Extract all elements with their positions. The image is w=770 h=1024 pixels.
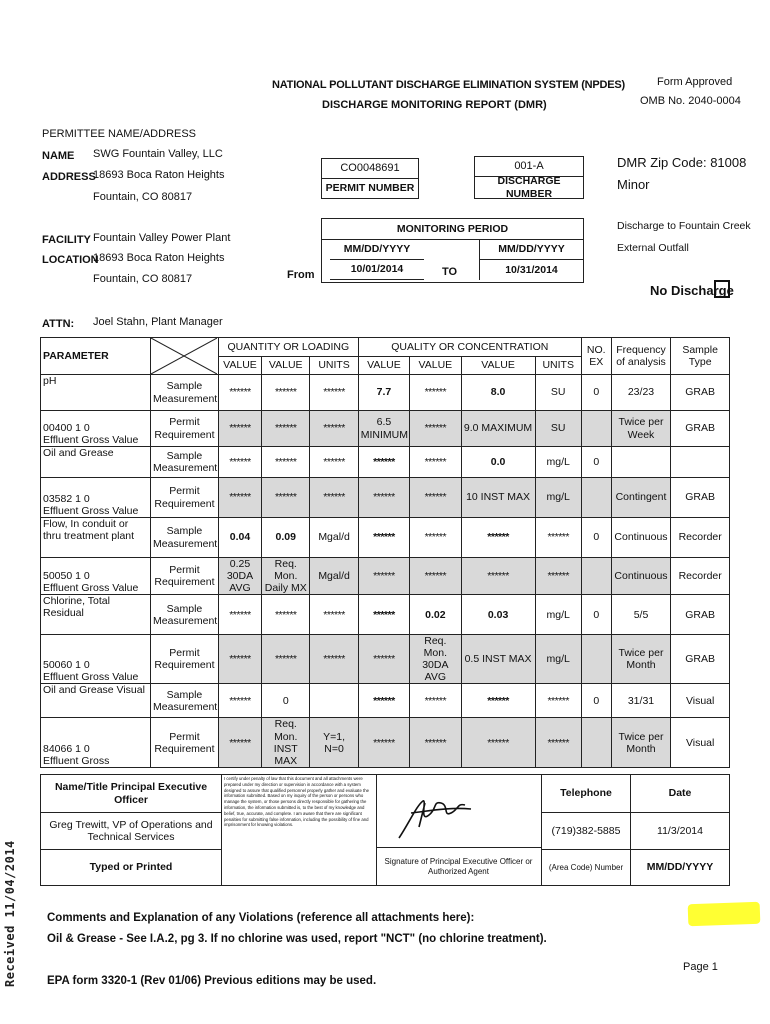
sample-measurement-row xyxy=(41,447,730,478)
sample-measurement-label: Sample Measurement xyxy=(151,375,219,411)
permit-requirement-row xyxy=(41,635,730,684)
parameter-name-cont: Residual xyxy=(43,607,84,620)
value-cell[interactable]: SU xyxy=(535,375,581,411)
value-cell xyxy=(581,718,611,767)
value-cell: ****** xyxy=(310,411,358,447)
value-cell: ****** xyxy=(218,478,261,518)
qty-value-header-2: VALUE xyxy=(262,356,310,375)
value-cell: Recorder xyxy=(671,518,730,558)
value-cell: 5/5 xyxy=(611,595,671,635)
typed-printed-label: Typed or Printed xyxy=(41,850,222,885)
parameter-cell xyxy=(41,684,151,718)
value-cell[interactable]: ****** xyxy=(310,447,358,478)
sample-measurement-label: Sample Measurement xyxy=(151,518,219,558)
value-cell: Contingent xyxy=(611,478,671,518)
value-cell[interactable]: mg/L xyxy=(535,447,581,478)
value-cell[interactable]: ****** xyxy=(262,595,310,635)
value-cell: ****** xyxy=(410,558,461,595)
parameter-cell xyxy=(41,411,151,447)
parameter-location: Effluent Gross Value xyxy=(43,504,139,517)
value-cell[interactable]: ****** xyxy=(218,684,261,718)
value-cell: Req. Mon. Daily MX xyxy=(262,558,310,595)
telephone-value: (719)382-5885 xyxy=(542,813,631,850)
cross-lines-icon xyxy=(151,338,217,374)
value-cell[interactable]: mg/L xyxy=(535,595,581,635)
value-cell: 31/31 xyxy=(611,684,671,718)
value-cell[interactable]: ****** xyxy=(310,375,358,411)
monitoring-period-label: MONITORING PERIOD xyxy=(322,219,583,240)
signature-scribble xyxy=(389,793,479,843)
value-cell: ****** xyxy=(461,558,535,595)
period-from-date: 10/01/2014 xyxy=(330,260,424,280)
value-cell[interactable]: ****** xyxy=(410,447,461,478)
value-cell xyxy=(611,447,671,478)
dmr-table xyxy=(40,337,730,768)
parameter-cell xyxy=(41,635,151,684)
sample-measurement-label: Sample Measurement xyxy=(151,595,219,635)
qual-value-header-2: VALUE xyxy=(410,356,461,375)
value-cell[interactable]: ****** xyxy=(218,447,261,478)
report-title-line1: NATIONAL POLLUTANT DISCHARGE ELIMINATION SYSTEM (NPDES) xyxy=(272,79,626,91)
facility-class: Minor xyxy=(617,177,650,192)
value-cell[interactable]: 0.02 xyxy=(410,595,461,635)
parameter-location: Effluent Gross Value xyxy=(43,582,139,595)
discharge-number-label: DISCHARGE NUMBER xyxy=(497,175,561,200)
value-cell[interactable]: ****** xyxy=(461,518,535,558)
parameter-location: Effluent Gross Value xyxy=(43,671,139,684)
value-cell[interactable]: 7.7 xyxy=(358,375,409,411)
discharge-number-box xyxy=(474,156,584,199)
value-cell: ****** xyxy=(218,635,261,684)
value-cell[interactable] xyxy=(310,684,358,718)
permit-requirement-row xyxy=(41,558,730,595)
facility-label: FACILITY xyxy=(42,234,91,246)
value-cell[interactable]: 0.03 xyxy=(461,595,535,635)
value-cell[interactable]: ****** xyxy=(358,518,409,558)
to-format: MM/DD/YYYY xyxy=(479,240,583,260)
permit-requirement-row xyxy=(41,411,730,447)
parameter-cell xyxy=(41,718,151,767)
permit-requirement-label: Permit Requirement xyxy=(151,718,219,767)
value-cell xyxy=(581,478,611,518)
qual-units-header: UNITS xyxy=(535,356,581,375)
location-line2: Fountain, CO 80817 xyxy=(93,273,193,285)
page-number: Page 1 xyxy=(683,961,718,973)
parameter-cell xyxy=(41,518,151,558)
permittee-name: SWG Fountain Valley, LLC xyxy=(93,148,223,160)
signature-label: Signature of Principal Executive Officer or Authorized Agent xyxy=(376,847,541,885)
period-to-date: 10/31/2014 xyxy=(479,260,583,280)
comments-label: Comments and Explanation of any Violations (reference all attachments here): xyxy=(47,912,475,924)
value-cell: ****** xyxy=(358,718,409,767)
value-cell[interactable]: ****** xyxy=(535,518,581,558)
permit-requirement-row xyxy=(41,718,730,767)
discharge-number: 001-A xyxy=(475,157,583,177)
value-cell: GRAB xyxy=(671,595,730,635)
value-cell: Recorder xyxy=(671,558,730,595)
value-cell[interactable]: ****** xyxy=(218,375,261,411)
value-cell: Req. Mon. INST MAX xyxy=(262,718,310,767)
attn-label: ATTN: xyxy=(42,318,75,330)
sample-measurement-label: Sample Measurement xyxy=(151,684,219,718)
value-cell: 9.0 MAXIMUM xyxy=(461,411,535,447)
value-cell: ****** xyxy=(410,718,461,767)
value-cell: ****** xyxy=(262,411,310,447)
value-cell: ****** xyxy=(358,478,409,518)
value-cell[interactable]: ****** xyxy=(358,595,409,635)
value-cell: 0.5 INST MAX xyxy=(461,635,535,684)
value-cell: mg/L xyxy=(535,478,581,518)
parameter-cell xyxy=(41,375,151,411)
value-cell: 10 INST MAX xyxy=(461,478,535,518)
value-cell xyxy=(581,558,611,595)
permit-number: CO0048691 xyxy=(322,159,418,179)
omb-number: OMB No. 2040-0004 xyxy=(640,95,741,107)
parameter-code: 50050 1 0 xyxy=(43,570,90,583)
comments-text: Oil & Grease - See I.A.2, pg 3. If no chlorine was used, report "NCT" (no chlorine treatment). xyxy=(47,933,547,945)
parameter-name: pH xyxy=(43,375,57,387)
permit-number-label: PERMIT NUMBER xyxy=(325,182,415,195)
value-cell: Visual xyxy=(671,684,730,718)
value-cell: Continuous xyxy=(611,558,671,595)
parameter-code: 03582 1 0 xyxy=(43,492,90,505)
value-cell[interactable]: 8.0 xyxy=(461,375,535,411)
value-cell xyxy=(581,411,611,447)
parameter-cell xyxy=(41,558,151,595)
sample-type-header: Sample Type xyxy=(671,338,730,375)
no-discharge-label: No Discharge xyxy=(650,283,734,298)
name-title-label: Name/Title Principal Executive Officer xyxy=(41,775,222,813)
name-label: NAME xyxy=(42,150,75,162)
value-cell: ****** xyxy=(461,718,535,767)
value-cell: Twice per Month xyxy=(611,718,671,767)
parameter-cell xyxy=(41,478,151,518)
qual-value-header-3: VALUE xyxy=(461,356,535,375)
frequency-header: Frequency of analysis xyxy=(611,338,671,375)
facility-name: Fountain Valley Power Plant xyxy=(93,232,231,244)
value-cell: ****** xyxy=(262,635,310,684)
address-label: ADDRESS xyxy=(42,171,96,183)
header-crossed-cell xyxy=(151,338,219,375)
telephone-label: Telephone xyxy=(542,775,631,813)
permit-requirement-label: Permit Requirement xyxy=(151,558,219,595)
location-label: LOCATION xyxy=(42,254,99,266)
no-ex-header: NO. EX xyxy=(581,338,611,375)
name-title-value: Greg Trewitt, VP of Operations and Technical Services xyxy=(41,813,222,850)
value-cell[interactable]: ****** xyxy=(410,684,461,718)
highlight-mark xyxy=(688,902,761,926)
value-cell: Mgal/d xyxy=(310,558,358,595)
value-cell xyxy=(671,447,730,478)
value-cell[interactable]: ****** xyxy=(218,595,261,635)
parameter-name: Oil and Grease xyxy=(43,447,114,459)
received-stamp: Received 11/04/2014 xyxy=(3,840,17,987)
value-cell: Visual xyxy=(671,718,730,767)
permit-requirement-row xyxy=(41,478,730,518)
to-label: TO xyxy=(442,266,458,278)
quality-header: QUALITY OR CONCENTRATION xyxy=(358,338,581,357)
permit-requirement-label: Permit Requirement xyxy=(151,411,219,447)
value-cell[interactable]: 0.09 xyxy=(262,518,310,558)
value-cell[interactable]: ****** xyxy=(461,684,535,718)
value-cell[interactable]: ****** xyxy=(358,684,409,718)
value-cell: ****** xyxy=(358,635,409,684)
value-cell xyxy=(581,635,611,684)
value-cell: ****** xyxy=(310,478,358,518)
value-cell: ****** xyxy=(218,718,261,767)
parameter-cell xyxy=(41,595,151,635)
parameter-code: 00400 1 0 xyxy=(43,421,90,434)
value-cell[interactable]: ****** xyxy=(358,447,409,478)
value-cell: ****** xyxy=(535,558,581,595)
address-line1: 18693 Boca Raton Heights xyxy=(93,169,225,181)
sample-measurement-row xyxy=(41,595,730,635)
value-cell[interactable]: 0 xyxy=(581,684,611,718)
parameter-name: Chlorine, Total xyxy=(43,595,110,608)
value-cell: GRAB xyxy=(671,411,730,447)
parameter-location: Effluent Gross Value xyxy=(43,433,139,446)
value-cell[interactable]: 0.04 xyxy=(218,518,261,558)
parameter-name: Flow, In conduit or xyxy=(43,518,129,530)
qual-value-header-1: VALUE xyxy=(358,356,409,375)
discharge-to: Discharge to Fountain Creek xyxy=(617,220,751,232)
permit-requirement-label: Permit Requirement xyxy=(151,478,219,518)
value-cell: GRAB xyxy=(671,635,730,684)
parameter-cell xyxy=(41,447,151,478)
value-cell: Twice per Month xyxy=(611,635,671,684)
parameter-code: 84066 1 0 xyxy=(43,742,90,755)
no-discharge-checkbox[interactable] xyxy=(714,280,730,298)
qty-value-header-1: VALUE xyxy=(218,356,261,375)
address-line2: Fountain, CO 80817 xyxy=(93,191,193,203)
value-cell: 0.25 30DA AVG xyxy=(218,558,261,595)
value-cell[interactable]: ****** xyxy=(535,684,581,718)
value-cell[interactable]: 0 xyxy=(581,447,611,478)
permit-requirement-label: Permit Requirement xyxy=(151,635,219,684)
permittee-section-label: PERMITTEE NAME/ADDRESS xyxy=(42,128,197,140)
parameter-name-cont: thru treatment plant xyxy=(43,530,135,543)
area-code-label: (Area Code) Number xyxy=(542,850,631,885)
value-cell: GRAB xyxy=(671,375,730,411)
parameter-header: PARAMETER xyxy=(41,338,151,375)
sample-measurement-row xyxy=(41,375,730,411)
date-label: Date xyxy=(631,775,729,813)
value-cell: ****** xyxy=(310,635,358,684)
signature-block xyxy=(40,774,730,886)
outfall-type: External Outfall xyxy=(617,242,689,254)
attn-name: Joel Stahn, Plant Manager xyxy=(93,316,223,328)
certification-text: I certify under penalty of law that this document and all attachments were prepared under my direction or supervision in accordance with a system designed to assure that qualified personnel properly gather and evaluate the information submitted. Based on my inquiry of the person or persons who manage the system, or those persons directly responsible for gathering the information, the information submitted is, to the best of my knowledge and belief, true, accurate, and complete. I am aware that there are significant penalties for submitting false information, including the possibility of fine and imprisonment for knowing violations. xyxy=(224,776,370,828)
from-label: From xyxy=(287,269,315,281)
value-cell: mg/L xyxy=(535,635,581,684)
value-cell[interactable]: Mgal/d xyxy=(310,518,358,558)
value-cell: Twice per Week xyxy=(611,411,671,447)
value-cell[interactable]: 0 xyxy=(262,684,310,718)
value-cell[interactable]: ****** xyxy=(262,375,310,411)
form-approved: Form Approved xyxy=(657,76,733,88)
value-cell: ****** xyxy=(218,411,261,447)
value-cell: 23/23 xyxy=(611,375,671,411)
value-cell: Y=1, N=0 xyxy=(310,718,358,767)
date-format-label: MM/DD/YYYY xyxy=(646,861,714,874)
sample-measurement-row xyxy=(41,684,730,718)
value-cell: ****** xyxy=(410,478,461,518)
value-cell[interactable]: 0.0 xyxy=(461,447,535,478)
qty-units-header: UNITS xyxy=(310,356,358,375)
value-cell: Req. Mon. 30DA AVG xyxy=(410,635,461,684)
parameter-name: Oil and Grease Visual xyxy=(43,684,145,697)
value-cell[interactable]: ****** xyxy=(410,518,461,558)
epa-form-label: EPA form 3320-1 (Rev 01/06) Previous editions may be used. xyxy=(47,975,377,987)
value-cell[interactable]: ****** xyxy=(310,595,358,635)
location-line1: 18693 Boca Raton Heights xyxy=(93,252,225,264)
value-cell[interactable]: ****** xyxy=(410,375,461,411)
value-cell: ****** xyxy=(262,478,310,518)
from-format: MM/DD/YYYY xyxy=(330,240,424,260)
sample-measurement-label: Sample Measurement xyxy=(151,447,219,478)
permit-number-box xyxy=(321,158,419,199)
date-value: 11/3/2014 xyxy=(631,813,729,850)
value-cell: ****** xyxy=(535,718,581,767)
value-cell[interactable]: ****** xyxy=(262,447,310,478)
value-cell[interactable]: 0 xyxy=(581,595,611,635)
value-cell: Continuous xyxy=(611,518,671,558)
parameter-code: 50060 1 0 xyxy=(43,659,90,672)
value-cell[interactable]: 0 xyxy=(581,518,611,558)
dmr-zip-code: DMR Zip Code: 81008 xyxy=(617,155,747,170)
value-cell: GRAB xyxy=(671,478,730,518)
sample-measurement-row xyxy=(41,518,730,558)
value-cell: SU xyxy=(535,411,581,447)
value-cell[interactable]: 0 xyxy=(581,375,611,411)
value-cell: 6.5 MINIMUM xyxy=(358,411,409,447)
value-cell: ****** xyxy=(410,411,461,447)
value-cell: ****** xyxy=(358,558,409,595)
quantity-header: QUANTITY OR LOADING xyxy=(218,338,358,357)
report-title-line2: DISCHARGE MONITORING REPORT (DMR) xyxy=(322,99,547,111)
parameter-location: Effluent Gross xyxy=(43,754,110,767)
